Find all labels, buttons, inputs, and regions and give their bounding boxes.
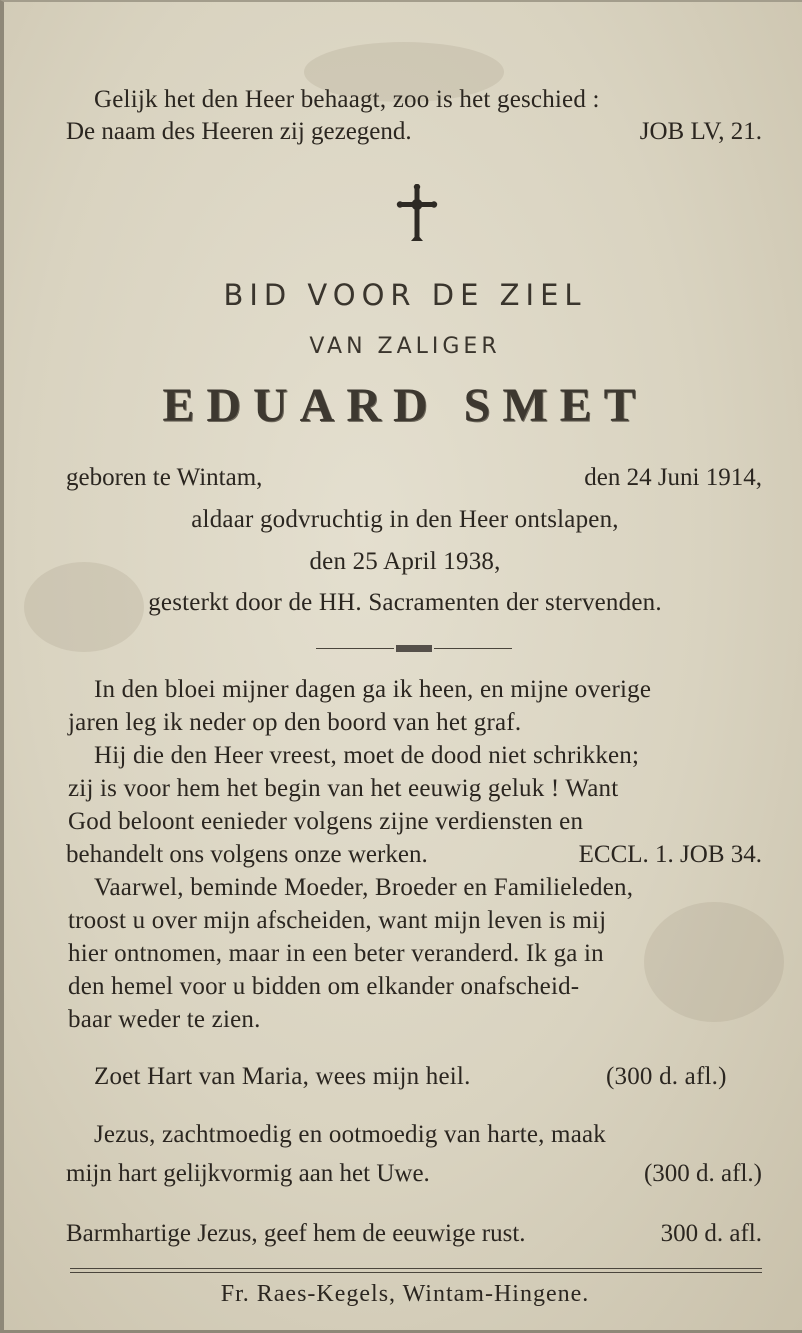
birth-place: geboren te Wintam, [66, 464, 263, 491]
prayer-1-indulgence: (300 d. afl.) [606, 1063, 727, 1090]
sacraments-line: gesterkt door de HH. Sacramenten der stervenden. [148, 589, 662, 616]
body-line: baar weder te zien. [68, 1006, 261, 1033]
body-line: Hij die den Heer vreest, moet de dood niet schrikken; [94, 742, 640, 769]
death-date: den 25 April 1938, [309, 548, 501, 575]
card-title: BID VOOR DE ZIEL [223, 278, 587, 312]
prayer-1: Zoet Hart van Maria, wees mijn heil. [94, 1063, 471, 1090]
verse-text: De naam des Heeren zij gezegend. [66, 118, 412, 145]
footer-rule [70, 1268, 762, 1269]
birth-line [66, 464, 762, 492]
body-line: den hemel voor u bidden om elkander onafscheid- [68, 973, 580, 1000]
prayer-2-line-2 [66, 1160, 762, 1188]
body-line: Vaarwel, beminde Moeder, Broeder en Familieleden, [94, 874, 634, 901]
printer-credit: Fr. Raes-Kegels, Wintam-Hingene. [220, 1281, 590, 1307]
verse-line-2 [66, 118, 762, 146]
body-line: God beloont eenieder volgens zijne verdiensten en [68, 808, 584, 835]
cross-icon [396, 184, 438, 244]
body-line: jaren leg ik neder op den boord van het graf. [68, 709, 522, 736]
body-line: zij is voor hem het begin van het eeuwig geluk ! Want [68, 775, 619, 802]
body-line: troost u over mijn afscheiden, want mijn leven is mij [68, 907, 607, 934]
prayer-3-indulgence: 300 d. afl. [660, 1220, 762, 1247]
ornament-divider [316, 645, 512, 653]
paper-stain [644, 902, 784, 1022]
footer-rule [70, 1272, 762, 1273]
prayer-3 [66, 1220, 762, 1248]
prayer-2-indulgence: (300 d. afl.) [643, 1160, 762, 1187]
deceased-name: EDUARD SMET [162, 379, 648, 432]
verse-reference: JOB LV, 21. [639, 118, 762, 145]
death-place-line: aldaar godvruchtig in den Heer ontslapen, [191, 506, 619, 533]
prayer-3-text: Barmhartige Jezus, geef hem de eeuwige rust. [66, 1220, 526, 1247]
scripture-reference: ECCL. 1. JOB 34. [578, 841, 762, 868]
body-line [66, 841, 762, 869]
body-text: behandelt ons volgens onze werken. [66, 841, 428, 868]
card-subtitle: VAN ZALIGER [309, 334, 501, 359]
body-line: hier ontnomen, maar in een beter veranderd. Ik ga in [68, 940, 604, 967]
prayer-2-text: mijn hart gelijkvormig aan het Uwe. [66, 1160, 430, 1187]
birth-date: den 24 Juni 1914, [584, 464, 762, 491]
body-line: In den bloei mijner dagen ga ik heen, en mijne overige [94, 676, 652, 703]
verse-line-1: Gelijk het den Heer behaagt, zoo is het geschied : [94, 86, 600, 113]
prayer-2-line-1: Jezus, zachtmoedig en ootmoedig van harte, maak [94, 1121, 606, 1148]
